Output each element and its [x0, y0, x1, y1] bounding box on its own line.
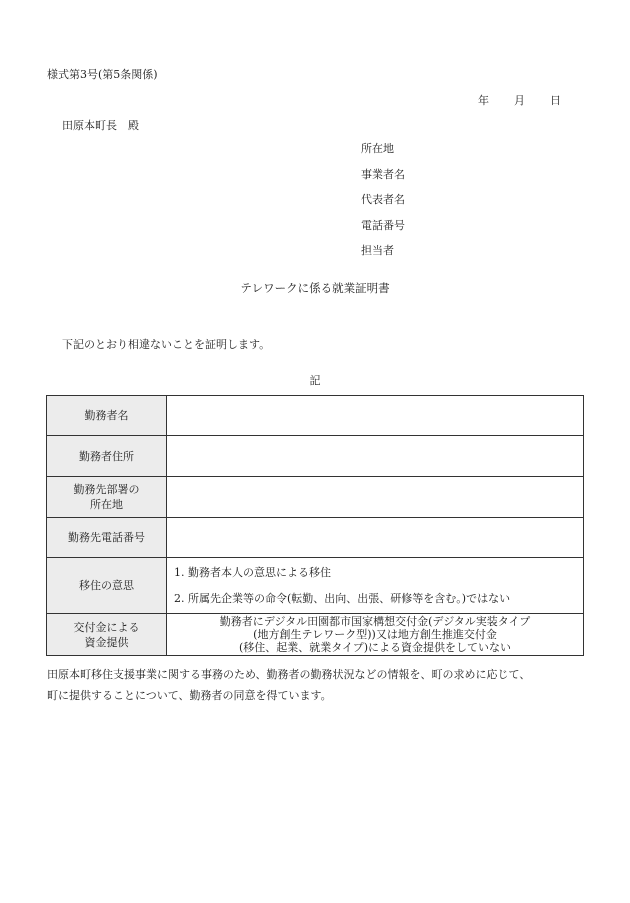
worker-address-label: 勤務者住所	[47, 436, 167, 477]
table-row	[47, 614, 584, 656]
applicant-contact-label: 担当者	[361, 244, 394, 257]
table-row	[47, 558, 584, 614]
office-location-field[interactable]	[167, 477, 584, 518]
office-location-label: 勤務先部署の 所在地	[47, 477, 167, 518]
certificate-table	[46, 395, 584, 656]
office-phone-field[interactable]	[167, 518, 584, 558]
table-row	[47, 518, 584, 558]
worker-name-field[interactable]	[167, 396, 584, 436]
date-month-label: 月	[514, 94, 525, 107]
worker-name-label: 勤務者名	[47, 396, 167, 436]
applicant-phone-label: 電話番号	[361, 218, 405, 232]
subsidy-funding-statement: 勤務者にデジタル田園都市国家構想交付金(デジタル実装タイプ (地方創生テレワーク型))又は地方創生推進交付金 (移住、起業、就業タイプ)による資金提供をしていない	[167, 614, 584, 656]
form-number: 様式第3号(第5条関係)	[47, 68, 158, 81]
table-row	[47, 396, 584, 436]
worker-address-field[interactable]	[167, 436, 584, 477]
certification-sentence: 下記のとおり相違ないことを証明します。	[62, 338, 271, 351]
relocation-option-2: 2. 所属先企業等の命令(転勤、出向、出張、研修等を含む。)ではない	[174, 591, 511, 605]
table-row	[47, 477, 584, 518]
document-title: テレワークに係る就業証明書	[240, 281, 390, 295]
ki-label: 記	[309, 374, 321, 387]
relocation-option-1: 1. 勤務者本人の意思による移住	[174, 565, 331, 579]
office-phone-label: 勤務先電話番号	[47, 518, 167, 558]
table-row	[47, 436, 584, 477]
consent-statement: 田原本町移住支援事業に関する事務のため、勤務者の勤務状況などの情報を、町の求めに応じて、 町に提供することについて、勤務者の同意を得ています。	[47, 668, 531, 702]
applicant-address-label: 所在地	[361, 142, 394, 155]
relocation-intent-options	[167, 558, 584, 614]
date-day-label: 日	[550, 94, 561, 107]
applicant-representative-label: 代表者名	[361, 193, 405, 206]
applicant-company-label: 事業者名	[361, 167, 405, 181]
date-line	[478, 92, 561, 108]
relocation-intent-label: 移住の意思	[47, 558, 167, 614]
subsidy-funding-label: 交付金による 資金提供	[47, 614, 167, 656]
applicant-fields	[361, 142, 405, 270]
date-year-label: 年	[478, 94, 489, 107]
addressee: 田原本町長 殿	[62, 119, 139, 132]
